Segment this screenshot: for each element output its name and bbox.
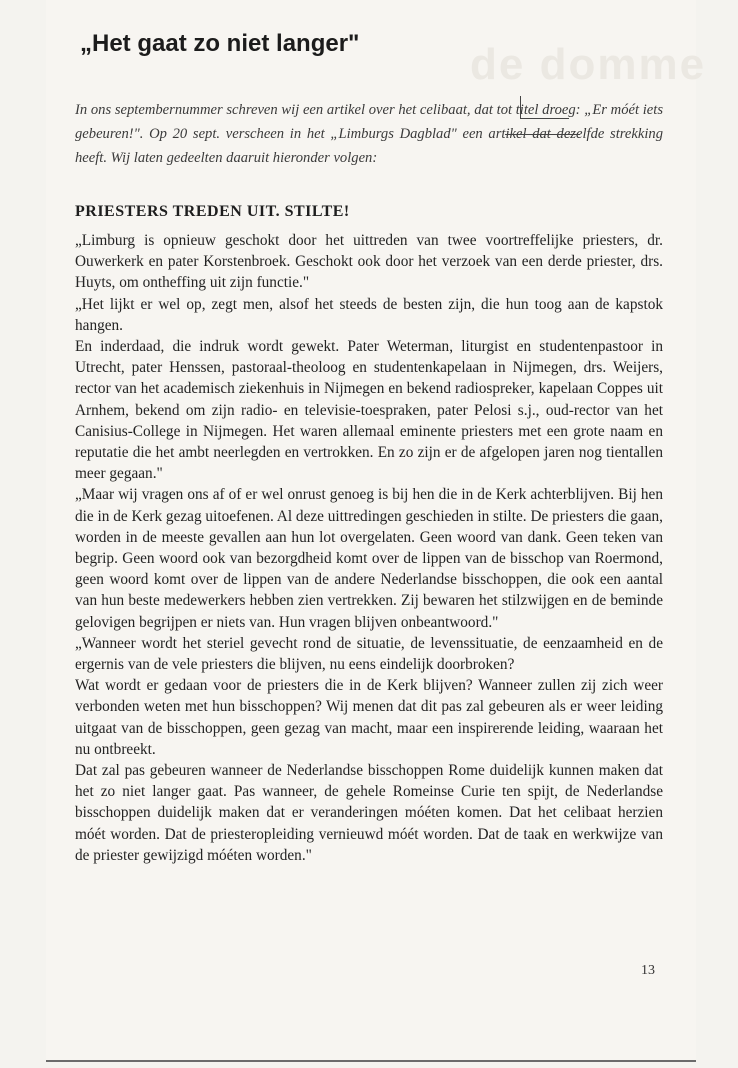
article-paragraph: Wat wordt er gedaan voor de priesters die in de Kerk blijven? Wanneer zullen zij zich weer verbonden weten met hun bisschoppen? Wij menen dat dit pas zal gebeuren als er weer leiding uitgaat van de bisschoppen, geen gezag van macht, maar een inspirerende leiding, waaraan het nu ontbreekt. [75,677,663,758]
intro-paragraph: In ons septembernummer schreven wij een artikel over het celibaat, dat tot titel droeg: „Er móét iets gebeuren!". Op 20 sept. verscheen in het „Limburgs Dagblad" een artikel dat dezelfde strekking heeft. Wij laten gedeelten daaruit hieronder volgen: [75,102,663,166]
article-paragraph: „Het lijkt er wel op, zegt men, alsof het steeds de besten zijn, die hun toog aan de kapstok hangen. [75,295,663,334]
bleed-through-text: de domme [470,40,707,89]
article-paragraph: Dat zal pas gebeuren wanneer de Nederlandse bisschoppen Rome duidelijk kunnen maken dat het zo niet langer gaat. Pas wanneer, de gehele Romeinse Curie ten spijt, de Nederlandse bisschoppen duidelijk maken dat er veranderingen móéten komen. Dat het celibaat herzien móét worden. Dat de priesteropleiding vernieuwd móét worden. Dat de taak en werkwijze van de priester gewijzigd móéten worden." [75,762,663,864]
article-paragraph: „Limburg is opnieuw geschokt door het uittreden van twee voortreffelijke priesters, dr. Ouwerkerk en pater Korstenbroek. Geschokt ook door het verzoek van een derde priester, drs. Huyts, om ontheffing uit zijn functie." [75,232,663,292]
page-number: 13 [641,963,655,978]
article-paragraph: „Wanneer wordt het steriel gevecht rond de situatie, de levenssituatie, de eenzaamheid en de ergernis van de vele priesters die blijven, nu eens eindelijk doorbroken? [75,634,663,674]
page-title: „Het gaat zo niet langer" [80,30,360,57]
article-paragraph: En inderdaad, die indruk wordt gewekt. Pater Weterman, liturgist en studentenpastoor in Utrecht, pater Henssen, pastoraal-theoloog en studentenkapelaan in Nijmegen, drs. Weijers, rector van het academisch ziekenhuis in Nijmegen en bekend radiospreker, kapelaan Coppes uit Arnhem, bekend om zijn radio- en televisie-toespraken, pater Pelosi s.j., oud-rector van het Canisius-College in Nijmegen. Het waren allemaal eminente priesters met een grote naam en reputatie die het ambt neerlegden en vertrokken. En zo zijn er de afgelopen jaren nog tientallen meer gegaan." [75,338,663,483]
article-paragraph: „Maar wij vragen ons af of er wel onrust genoeg is bij hen die in de Kerk achterblijven. Bij hen die in de Kerk gezag uitoefenen. Al deze uittredingen geschieden in stilte. De priesters die gaan, worden in de meeste gevallen aan hun lot overgelaten. Geen woord van dank. Geen teken van begrip. Geen woord ook van bezorgdheid komt over de lippen van de bisschop van Roermond, geen woord komt over de lippen van de andere Nederlandse bisschoppen, die ook een aantal van hun beste medewerkers hebben zien vertrekken. Zij bewaren het stilzwijgen en de beminde gelovigen begrijpen er niets van. Hun vragen blijven onbeantwoord." [75,486,663,631]
section-heading: PRIESTERS TREDEN UIT. STILTE! [75,203,350,220]
article-body [75,230,663,866]
handwritten-underline-mark [520,96,569,119]
handwritten-underline-mark [505,134,580,135]
